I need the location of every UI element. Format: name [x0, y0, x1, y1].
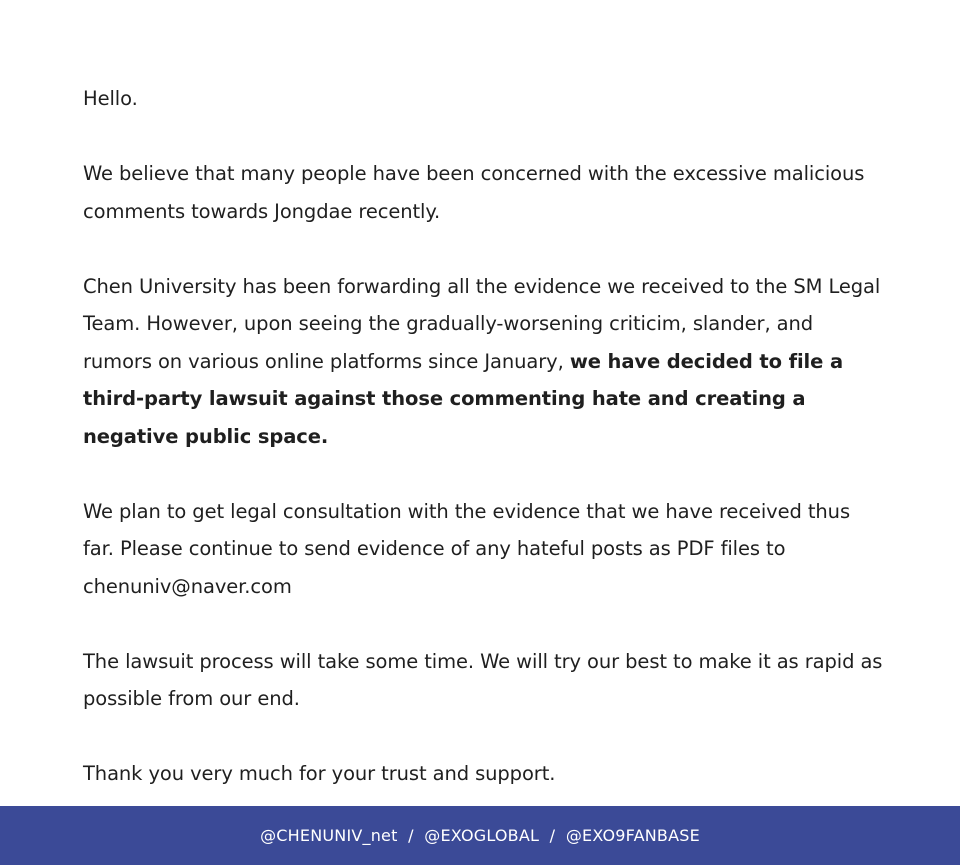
- paragraph-lawsuit-emphasis: we have decided to file a third-party lawsuit against those commenting hate and creating a negative public space.: [83, 349, 843, 448]
- closing-line: Thank you very much for your trust and support.: [83, 762, 556, 785]
- greeting: Hello.: [83, 87, 138, 110]
- paragraph-evidence-request: We plan to get legal consultation with the evidence that we have received thus far. Please continue to send evidence of any hateful posts as PDF files to chenuniv@naver.com: [83, 499, 851, 598]
- paragraph-lawsuit-decision: [83, 268, 883, 456]
- letter-body: [83, 80, 883, 830]
- paragraph-lawsuit-text: Chen University has been forwarding all the evidence we received to the SM Legal Team. However, upon seeing the gradually-worsening criticim, slander, and rumors on various online platforms since January,: [83, 274, 881, 373]
- footer-banner: [0, 806, 960, 865]
- paragraph-concern: We believe that many people have been concerned with the excessive malicious comments towards Jongdae recently.: [83, 162, 865, 223]
- paragraph-timeline: The lawsuit process will take some time. We will try our best to make it as rapid as possible from our end.: [83, 649, 883, 710]
- footer-credits: @CHENUNIV_net / @EXOGLOBAL / @EXO9FANBASE: [260, 826, 700, 845]
